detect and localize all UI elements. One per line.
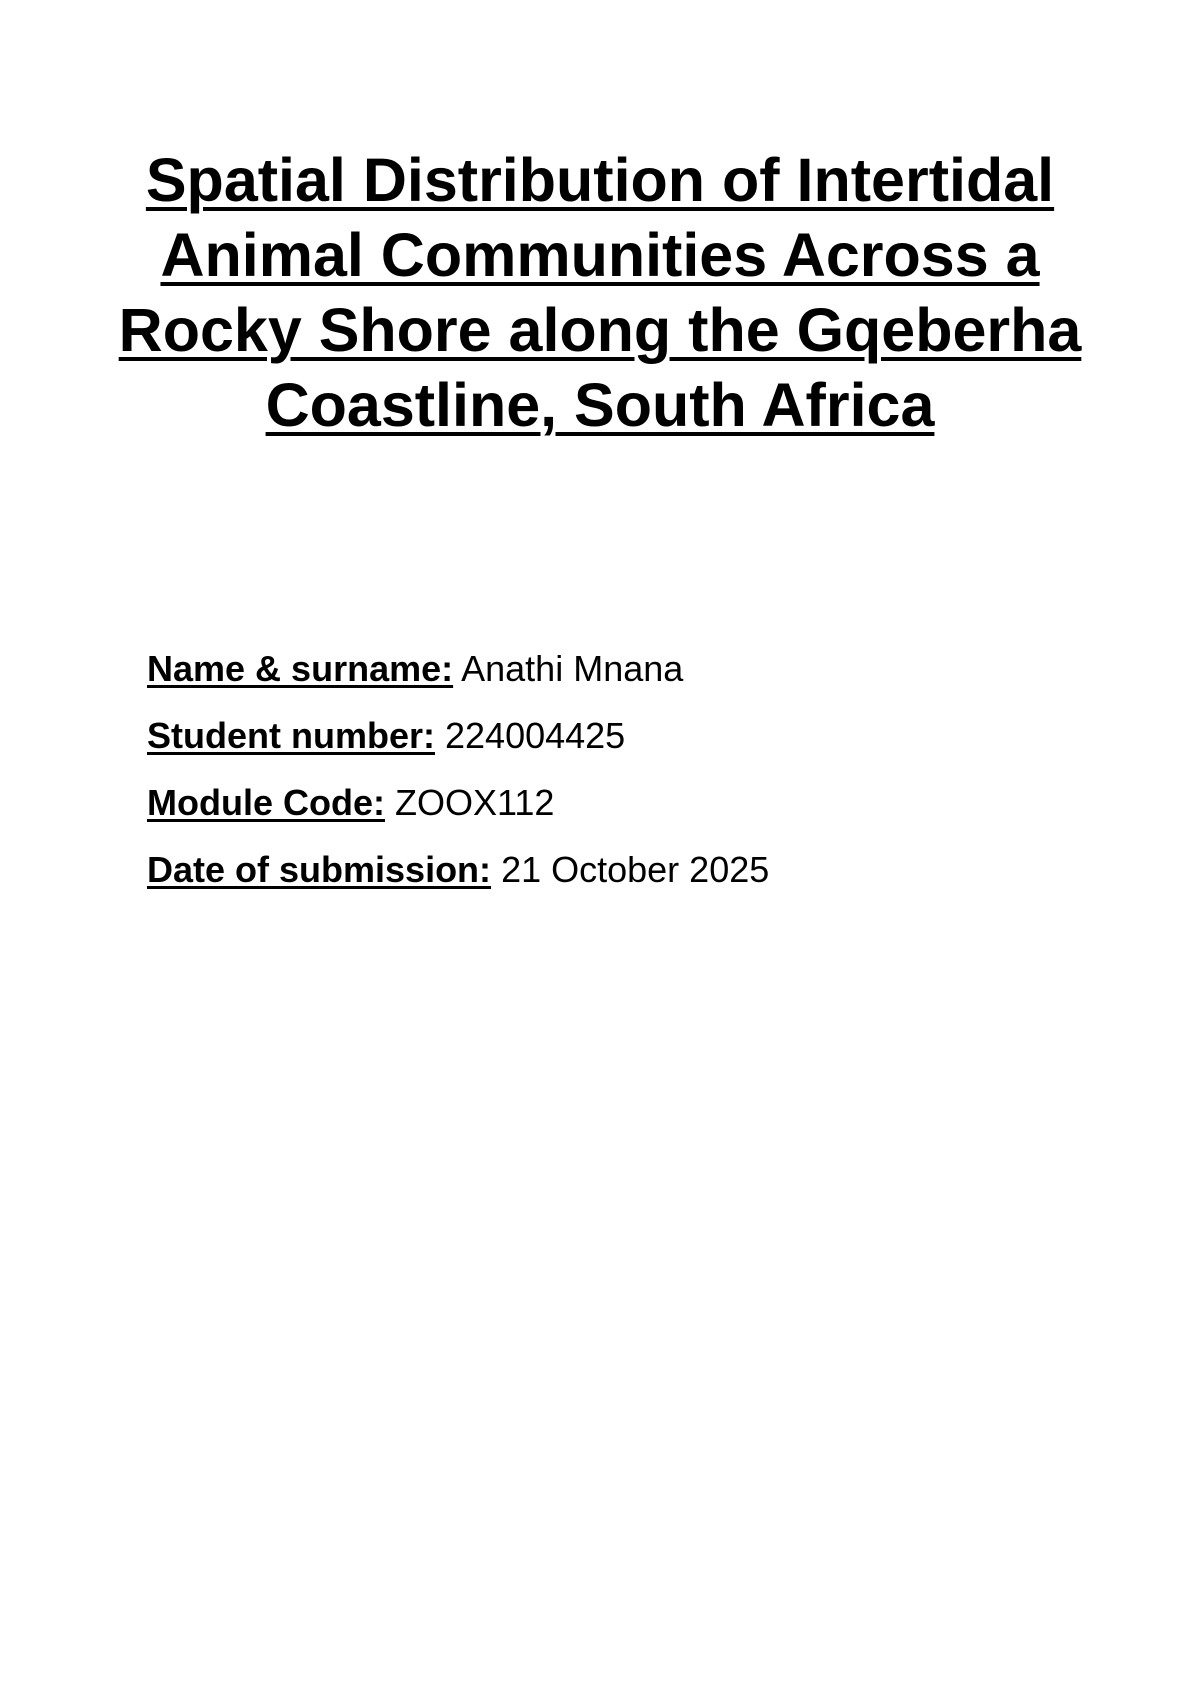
student-details <box>147 635 1097 903</box>
detail-row-submission-date <box>147 836 1097 903</box>
page-title: Spatial Distribution of Intertidal Animal Communities Across a Rocky Shore along the Gqeberha Coastline, South Africa <box>118 146 1082 439</box>
detail-value: 224004425 <box>445 715 626 756</box>
detail-label: Module Code: <box>147 782 385 823</box>
detail-row-student-number <box>147 702 1097 769</box>
detail-row-name <box>147 635 1097 702</box>
detail-label: Date of submission: <box>147 849 492 890</box>
detail-label: Name & surname: <box>147 648 454 689</box>
detail-label: Student number: <box>147 715 435 756</box>
detail-value: Anathi Mnana <box>461 648 684 689</box>
detail-value: ZOOX112 <box>395 782 555 823</box>
detail-value: 21 October 2025 <box>501 849 770 890</box>
detail-row-module-code <box>147 769 1097 836</box>
